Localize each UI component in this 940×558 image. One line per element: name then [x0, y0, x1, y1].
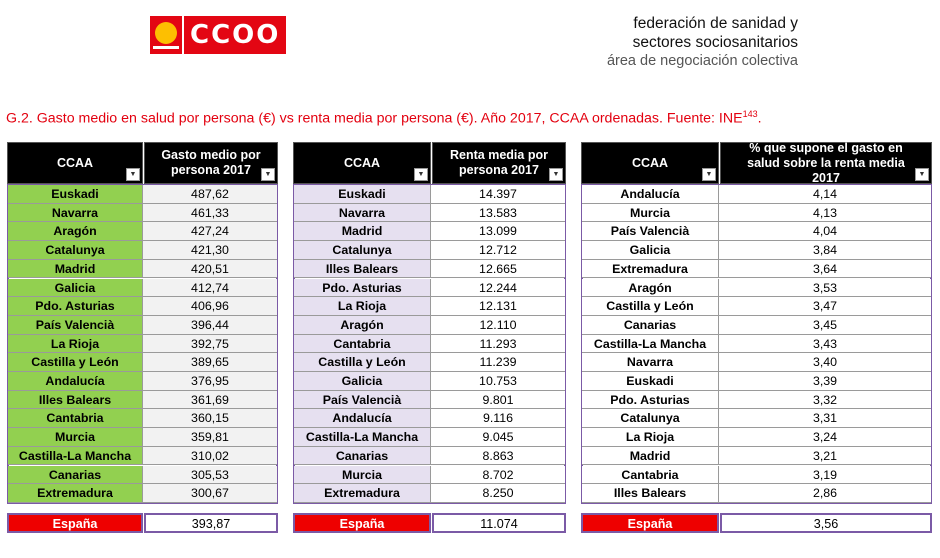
ccaa-name-cell: Galicia	[582, 241, 719, 260]
ccaa-name-cell: Castilla-La Mancha	[8, 447, 143, 466]
value-cell: 3,84	[719, 241, 931, 260]
ccaa-name-cell: Euskadi	[294, 185, 431, 204]
ccaa-name-cell: Castilla-La Mancha	[294, 428, 431, 447]
ccaa-name-cell: Aragón	[294, 316, 431, 335]
ccaa-name-cell: Canarias	[294, 447, 431, 466]
value-cell: 2,86	[719, 484, 931, 503]
value-cell: 487,62	[143, 185, 277, 204]
filter-dropdown-icon[interactable]: ▼	[702, 168, 716, 181]
ccaa-name-cell: País Valencià	[294, 391, 431, 410]
ccaa-name-cell: Canarias	[582, 316, 719, 335]
total-label-cell: España	[581, 513, 719, 533]
value-cell: 14.397	[431, 185, 565, 204]
column-header-ccaa	[581, 142, 719, 184]
ccaa-name-cell: Navarra	[8, 204, 143, 223]
ccoo-logo	[150, 16, 286, 54]
ccaa-name-cell: Illes Balears	[8, 391, 143, 410]
value-cell: 13.099	[431, 222, 565, 241]
ccaa-name-cell: Madrid	[294, 222, 431, 241]
column-header-ccaa-label: CCAA	[56, 155, 94, 170]
value-cell: 3,31	[719, 409, 931, 428]
value-cell: 376,95	[143, 372, 277, 391]
total-label-cell: España	[293, 513, 431, 533]
value-cell: 3,45	[719, 316, 931, 335]
value-cell: 12.110	[431, 316, 565, 335]
value-cell: 406,96	[143, 297, 277, 316]
ccaa-name-cell: Madrid	[8, 260, 143, 279]
filter-dropdown-icon[interactable]: ▼	[414, 168, 428, 181]
ccaa-name-cell: Castilla-La Mancha	[582, 335, 719, 354]
ccaa-name-cell: Pdo. Asturias	[294, 279, 431, 298]
value-cell: 421,30	[143, 241, 277, 260]
value-cell: 3,21	[719, 447, 931, 466]
ccaa-name-cell: Galicia	[8, 279, 143, 298]
value-cell: 3,32	[719, 391, 931, 410]
column-header-value-label: % que supone el gasto en salud sobre la renta media 2017	[747, 140, 905, 185]
value-cell: 3,53	[719, 279, 931, 298]
org-line-1: federación de sanidad y	[633, 15, 798, 32]
ccoo-emblem-icon	[150, 16, 182, 54]
ccaa-name-cell: Pdo. Asturias	[8, 297, 143, 316]
column-header-value	[432, 142, 566, 184]
value-cell: 9.116	[431, 409, 565, 428]
value-cell: 310,02	[143, 447, 277, 466]
value-cell: 11.293	[431, 335, 565, 354]
ccaa-name-cell: Euskadi	[8, 185, 143, 204]
column-header-ccaa-label: CCAA	[631, 155, 669, 170]
ccaa-name-cell: Madrid	[582, 447, 719, 466]
organization-name	[607, 14, 798, 70]
org-line-3: área de negociación colectiva	[606, 53, 798, 69]
column-header-value-label: Renta media por persona 2017	[450, 148, 548, 177]
value-cell: 461,33	[143, 204, 277, 223]
ccaa-name-cell: Pdo. Asturias	[582, 391, 719, 410]
ccaa-name-cell: Castilla y León	[582, 297, 719, 316]
column-header-ccaa	[7, 142, 143, 184]
value-cell: 3,24	[719, 428, 931, 447]
value-cell: 4,14	[719, 185, 931, 204]
ccaa-name-cell: Andalucía	[8, 372, 143, 391]
value-cell: 359,81	[143, 428, 277, 447]
ccaa-name-cell: Cantabria	[294, 335, 431, 354]
value-cell: 3,40	[719, 353, 931, 372]
value-cell: 3,47	[719, 297, 931, 316]
column-header-ccaa-label: CCAA	[343, 155, 381, 170]
value-cell: 8.702	[431, 466, 565, 485]
ccaa-name-cell: Illes Balears	[294, 260, 431, 279]
ccaa-name-cell: Murcia	[582, 204, 719, 223]
ccaa-name-cell: Andalucía	[582, 185, 719, 204]
figure-title: G.2. Gasto medio en salud por persona (€) vs renta media por persona (€). Año 2017, CCAA ordenadas. Fuente: INE$^{143}$.	[6, 109, 762, 127]
ccaa-name-cell: Extremadura	[582, 260, 719, 279]
ccaa-name-cell: Murcia	[294, 466, 431, 485]
ccaa-name-cell: Catalunya	[8, 241, 143, 260]
ccaa-name-cell: País Valencià	[582, 222, 719, 241]
value-cell: 13.583	[431, 204, 565, 223]
value-cell: 412,74	[143, 279, 277, 298]
value-cell: 12.712	[431, 241, 565, 260]
ccaa-name-cell: País Valencià	[8, 316, 143, 335]
value-cell: 11.239	[431, 353, 565, 372]
ccaa-name-cell: Navarra	[582, 353, 719, 372]
ccaa-name-cell: Castilla y León	[8, 353, 143, 372]
total-label-cell: España	[7, 513, 143, 533]
ccaa-name-cell: Cantabria	[8, 409, 143, 428]
total-value-cell: 11.074	[432, 513, 566, 533]
ccaa-name-cell: Aragón	[8, 222, 143, 241]
ccaa-name-cell: Galicia	[294, 372, 431, 391]
ccaa-name-cell: Illes Balears	[582, 484, 719, 503]
value-cell: 12.244	[431, 279, 565, 298]
ccaa-name-cell: La Rioja	[8, 335, 143, 354]
total-value-cell: 3,56	[720, 513, 932, 533]
value-cell: 305,53	[143, 466, 277, 485]
value-cell: 3,43	[719, 335, 931, 354]
ccaa-name-cell: Catalunya	[294, 241, 431, 260]
value-cell: 4,13	[719, 204, 931, 223]
total-value-cell: 393,87	[144, 513, 278, 533]
column-header-value	[144, 142, 278, 184]
ccaa-name-cell: Extremadura	[8, 484, 143, 503]
ccaa-name-cell: Andalucía	[294, 409, 431, 428]
org-line-2: sectores sociosanitarios	[632, 34, 798, 51]
ccaa-name-cell: La Rioja	[582, 428, 719, 447]
ccaa-name-cell: La Rioja	[294, 297, 431, 316]
value-cell: 396,44	[143, 316, 277, 335]
value-cell: 427,24	[143, 222, 277, 241]
value-cell: 3,64	[719, 260, 931, 279]
ccaa-name-cell: Murcia	[8, 428, 143, 447]
value-cell: 12.131	[431, 297, 565, 316]
filter-dropdown-icon[interactable]: ▼	[915, 168, 929, 181]
value-cell: 9.045	[431, 428, 565, 447]
value-cell: 420,51	[143, 260, 277, 279]
value-cell: 12.665	[431, 260, 565, 279]
value-cell: 392,75	[143, 335, 277, 354]
value-cell: 4,04	[719, 222, 931, 241]
filter-dropdown-icon[interactable]: ▼	[261, 168, 275, 181]
value-cell: 300,67	[143, 484, 277, 503]
column-header-ccaa	[293, 142, 431, 184]
logo-wordmark: CCOO	[184, 16, 286, 54]
value-cell: 3,39	[719, 372, 931, 391]
filter-dropdown-icon[interactable]: ▼	[126, 168, 140, 181]
column-header-value-label: Gasto medio por persona 2017	[161, 148, 261, 177]
ccaa-name-cell: Euskadi	[582, 372, 719, 391]
ccaa-name-cell: Extremadura	[294, 484, 431, 503]
value-cell: 9.801	[431, 391, 565, 410]
value-cell: 10.753	[431, 372, 565, 391]
filter-dropdown-icon[interactable]: ▼	[549, 168, 563, 181]
ccaa-name-cell: Catalunya	[582, 409, 719, 428]
value-cell: 361,69	[143, 391, 277, 410]
value-cell: 3,19	[719, 466, 931, 485]
ccaa-name-cell: Castilla y León	[294, 353, 431, 372]
column-header-value	[720, 142, 932, 184]
value-cell: 8.250	[431, 484, 565, 503]
value-cell: 389,65	[143, 353, 277, 372]
ccaa-name-cell: Cantabria	[582, 466, 719, 485]
ccaa-name-cell: Navarra	[294, 204, 431, 223]
ccaa-name-cell: Canarias	[8, 466, 143, 485]
value-cell: 8.863	[431, 447, 565, 466]
value-cell: 360,15	[143, 409, 277, 428]
ccaa-name-cell: Aragón	[582, 279, 719, 298]
